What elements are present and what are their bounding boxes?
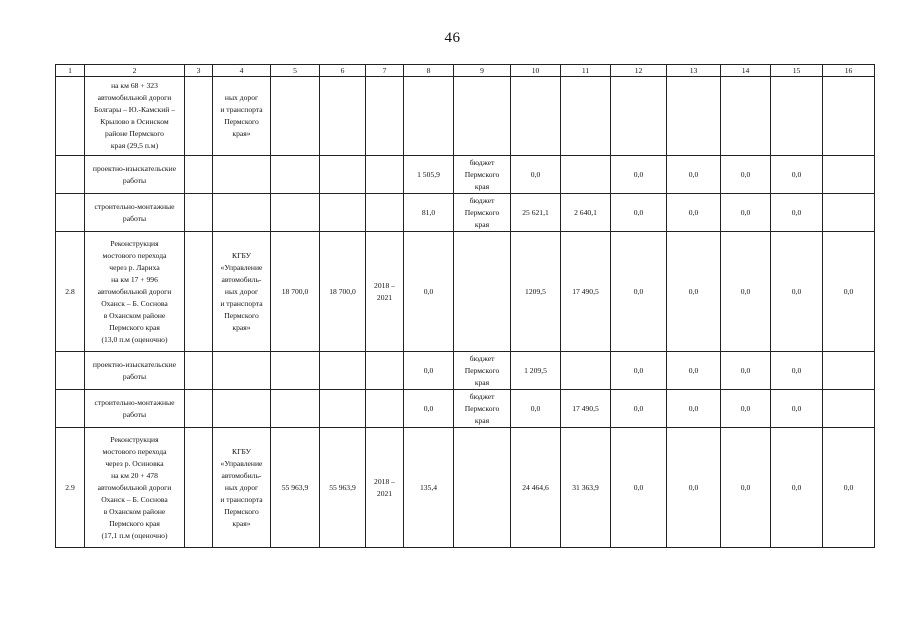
cell-line: КГБУ: [232, 446, 251, 456]
cell-col-3: [185, 77, 213, 156]
cell-col-9: [454, 232, 511, 352]
cell-col-1: [56, 352, 85, 390]
cell-line: в Оханском районе: [103, 506, 166, 516]
cell-col-6: [320, 77, 366, 156]
column-header-11: 11: [561, 65, 611, 77]
cell-line: 2018 –: [374, 280, 395, 290]
table-row: [56, 77, 875, 156]
cell-col-10: [511, 77, 561, 156]
column-header-16: 16: [823, 65, 875, 77]
cell-line: Оханск – Б. Соснова: [101, 494, 168, 504]
cell-col-14: 0,0: [721, 232, 771, 352]
cell-col-2: [85, 390, 185, 428]
cell-line: края»: [232, 322, 251, 332]
cell-line: на км 20 + 478: [111, 470, 158, 480]
cell-line: строительно-монтажные: [94, 397, 175, 407]
cell-line: проектно-изыскательские: [92, 359, 177, 369]
cell-col-6: [320, 194, 366, 232]
cell-col-16: 0,0: [823, 232, 875, 352]
cell-col-15: 0,0: [771, 390, 823, 428]
cell-col-11: 17 490,5: [561, 390, 611, 428]
cell-line: (13,0 п.м (оценочно): [101, 334, 168, 344]
cell-col-3: [185, 352, 213, 390]
column-header-14: 14: [721, 65, 771, 77]
cell-col-5: [271, 352, 320, 390]
column-header-2: 2: [85, 65, 185, 77]
cell-line: края (29,5 п.м): [110, 141, 159, 150]
cell-col-12: 0,0: [611, 428, 667, 548]
cell-col-1: [56, 77, 85, 156]
cell-col-12: 0,0: [611, 156, 667, 194]
cell-line: Реконструкция: [110, 434, 159, 444]
cell-col-2: [85, 194, 185, 232]
cell-line: Пермского: [224, 310, 259, 320]
header-row: [56, 65, 875, 77]
cell-line: и транспорта: [220, 298, 263, 308]
cell-line: строительно-монтажные: [94, 201, 175, 211]
cell-col-2: [85, 232, 185, 352]
cell-col-10: 1 209,5: [511, 352, 561, 390]
cell-col-8: 0,0: [404, 390, 454, 428]
column-header-10: 10: [511, 65, 561, 77]
cell-col-16: [823, 77, 875, 156]
cell-col-15: 0,0: [771, 232, 823, 352]
cell-line: Болгары – Ю.-Камский –: [93, 105, 176, 114]
cell-col-7: [366, 194, 404, 232]
cell-col-13: 0,0: [667, 194, 721, 232]
cell-col-6: [320, 390, 366, 428]
cell-col-1: [56, 156, 85, 194]
cell-col-7: [366, 77, 404, 156]
cell-line: мостового перехода: [102, 446, 167, 456]
cell-col-16: [823, 156, 875, 194]
cell-col-16: [823, 390, 875, 428]
cell-col-1: [56, 194, 85, 232]
cell-col-7: [366, 352, 404, 390]
cell-col-4: [213, 232, 271, 352]
cell-col-12: [611, 77, 667, 156]
data-table: [55, 64, 875, 548]
cell-col-11: 17 490,5: [561, 232, 611, 352]
cell-col-12: 0,0: [611, 390, 667, 428]
cell-col-9: [454, 390, 511, 428]
cell-col-5: [271, 77, 320, 156]
cell-line: проектно-изыскательские: [92, 163, 177, 173]
cell-col-4: [213, 428, 271, 548]
cell-line: Крылово в Осинском: [100, 117, 169, 126]
cell-col-3: [185, 390, 213, 428]
cell-line: ных дорог: [224, 482, 259, 492]
cell-col-4: [213, 352, 271, 390]
cell-col-9: [454, 77, 511, 156]
cell-col-11: [561, 77, 611, 156]
cell-line: Пермского: [224, 117, 259, 126]
cell-col-14: [721, 77, 771, 156]
cell-col-7: [366, 390, 404, 428]
cell-col-6: [320, 352, 366, 390]
cell-line: на км 68 + 323: [111, 81, 158, 90]
cell-line: Пермского: [464, 365, 500, 375]
cell-col-8: 81,0: [404, 194, 454, 232]
column-header-8: 8: [404, 65, 454, 77]
cell-col-4: [213, 194, 271, 232]
cell-col-14: 0,0: [721, 390, 771, 428]
table-body: [56, 65, 875, 548]
cell-col-14: 0,0: [721, 156, 771, 194]
column-header-4: 4: [213, 65, 271, 77]
cell-col-13: 0,0: [667, 428, 721, 548]
cell-col-6: 18 700,0: [320, 232, 366, 352]
cell-col-6: 55 963,9: [320, 428, 366, 548]
cell-line: Оханск – Б. Соснова: [101, 298, 168, 308]
table-row: [56, 390, 875, 428]
cell-line: в Оханском районе: [103, 310, 166, 320]
cell-line: на км 17 + 996: [111, 274, 158, 284]
cell-col-3: [185, 194, 213, 232]
cell-col-4: [213, 390, 271, 428]
cell-col-10: 0,0: [511, 156, 561, 194]
cell-line: Реконструкция: [110, 238, 159, 248]
cell-col-12: 0,0: [611, 352, 667, 390]
cell-col-3: [185, 156, 213, 194]
cell-line: автомобильной дороги: [97, 93, 172, 102]
cell-col-1: [56, 390, 85, 428]
cell-line: Пермского: [464, 403, 500, 413]
cell-col-8: [404, 77, 454, 156]
column-header-15: 15: [771, 65, 823, 77]
cell-col-16: 0,0: [823, 428, 875, 548]
cell-col-15: 0,0: [771, 194, 823, 232]
cell-col-5: [271, 390, 320, 428]
table-row: [56, 194, 875, 232]
cell-col-11: [561, 156, 611, 194]
cell-line: и транспорта: [220, 105, 263, 114]
cell-line: работы: [122, 371, 147, 381]
table-row: [56, 428, 875, 548]
cell-col-8: 0,0: [404, 352, 454, 390]
cell-col-8: 0,0: [404, 232, 454, 352]
column-header-7: 7: [366, 65, 404, 77]
column-header-9: 9: [454, 65, 511, 77]
cell-col-4: [213, 77, 271, 156]
cell-line: мостового перехода: [102, 250, 167, 260]
cell-col-16: [823, 194, 875, 232]
cell-line: края: [474, 415, 490, 425]
cell-col-5: 55 963,9: [271, 428, 320, 548]
cell-col-1: 2.9: [56, 428, 85, 548]
column-header-12: 12: [611, 65, 667, 77]
cell-col-14: 0,0: [721, 352, 771, 390]
cell-line: районе Пермского: [105, 129, 164, 138]
cell-col-10: 24 464,6: [511, 428, 561, 548]
cell-line: бюджет: [469, 195, 495, 205]
cell-col-10: 1209,5: [511, 232, 561, 352]
cell-line: края»: [232, 518, 251, 528]
cell-col-4: [213, 156, 271, 194]
cell-col-11: 31 363,9: [561, 428, 611, 548]
cell-line: 2021: [376, 292, 393, 302]
cell-line: (17,1 п.м (оценочно): [101, 530, 168, 540]
cell-col-7: [366, 428, 404, 548]
cell-col-13: 0,0: [667, 390, 721, 428]
cell-line: «Управление: [220, 458, 263, 468]
column-header-3: 3: [185, 65, 213, 77]
table-row: [56, 352, 875, 390]
cell-line: ных дорог: [224, 93, 259, 102]
cell-col-2: [85, 156, 185, 194]
cell-line: автомобиль-: [221, 470, 262, 480]
cell-col-1: 2.8: [56, 232, 85, 352]
cell-col-13: 0,0: [667, 156, 721, 194]
cell-col-7: [366, 232, 404, 352]
cell-col-9: [454, 156, 511, 194]
cell-line: края»: [232, 129, 251, 138]
cell-col-10: 25 621,1: [511, 194, 561, 232]
cell-line: через р. Лариха: [109, 262, 160, 272]
cell-col-15: [771, 77, 823, 156]
cell-col-7: [366, 156, 404, 194]
cell-line: Пермского: [464, 207, 500, 217]
cell-line: автомобильной дороги: [97, 286, 172, 296]
cell-line: Пермского: [464, 169, 500, 179]
cell-line: края: [474, 219, 490, 229]
cell-line: Пермского: [224, 506, 259, 516]
column-header-6: 6: [320, 65, 366, 77]
cell-col-9: [454, 352, 511, 390]
cell-col-8: 135,4: [404, 428, 454, 548]
cell-col-13: 0,0: [667, 232, 721, 352]
column-header-1: 1: [56, 65, 85, 77]
cell-col-11: 2 640,1: [561, 194, 611, 232]
cell-line: работы: [122, 175, 147, 185]
cell-line: «Управление: [220, 262, 263, 272]
cell-col-15: 0,0: [771, 428, 823, 548]
cell-col-9: [454, 428, 511, 548]
cell-line: края: [474, 181, 490, 191]
cell-line: КГБУ: [232, 250, 251, 260]
cell-col-9: [454, 194, 511, 232]
cell-col-15: 0,0: [771, 352, 823, 390]
cell-line: и транспорта: [220, 494, 263, 504]
cell-line: бюджет: [469, 157, 495, 167]
cell-col-12: 0,0: [611, 232, 667, 352]
cell-col-3: [185, 232, 213, 352]
cell-line: края: [474, 377, 490, 387]
cell-col-13: 0,0: [667, 352, 721, 390]
cell-col-5: [271, 194, 320, 232]
table-row: [56, 232, 875, 352]
cell-col-2: [85, 77, 185, 156]
cell-col-14: 0,0: [721, 428, 771, 548]
cell-line: бюджет: [469, 391, 495, 401]
cell-line: бюджет: [469, 353, 495, 363]
cell-col-13: [667, 77, 721, 156]
cell-col-2: [85, 428, 185, 548]
cell-line: ных дорог: [224, 286, 259, 296]
cell-line: 2018 –: [374, 476, 395, 486]
table-row: [56, 156, 875, 194]
cell-col-16: [823, 352, 875, 390]
cell-line: работы: [122, 213, 147, 223]
cell-line: автомобиль-: [221, 274, 262, 284]
cell-col-10: 0,0: [511, 390, 561, 428]
cell-line: Пермского края: [109, 322, 160, 332]
cell-line: Пермского края: [109, 518, 160, 528]
cell-col-11: [561, 352, 611, 390]
cell-line: 2021: [376, 488, 393, 498]
cell-col-5: [271, 156, 320, 194]
cell-col-14: 0,0: [721, 194, 771, 232]
cell-col-5: 18 700,0: [271, 232, 320, 352]
cell-col-6: [320, 156, 366, 194]
cell-line: через р. Осиновка: [105, 458, 164, 468]
cell-line: работы: [122, 409, 147, 419]
cell-line: автомобильной дороги: [97, 482, 172, 492]
cell-col-3: [185, 428, 213, 548]
column-header-5: 5: [271, 65, 320, 77]
cell-col-2: [85, 352, 185, 390]
cell-col-12: 0,0: [611, 194, 667, 232]
column-header-13: 13: [667, 65, 721, 77]
cell-col-15: 0,0: [771, 156, 823, 194]
cell-col-8: 1 505,9: [404, 156, 454, 194]
page-number: 46: [444, 30, 461, 46]
